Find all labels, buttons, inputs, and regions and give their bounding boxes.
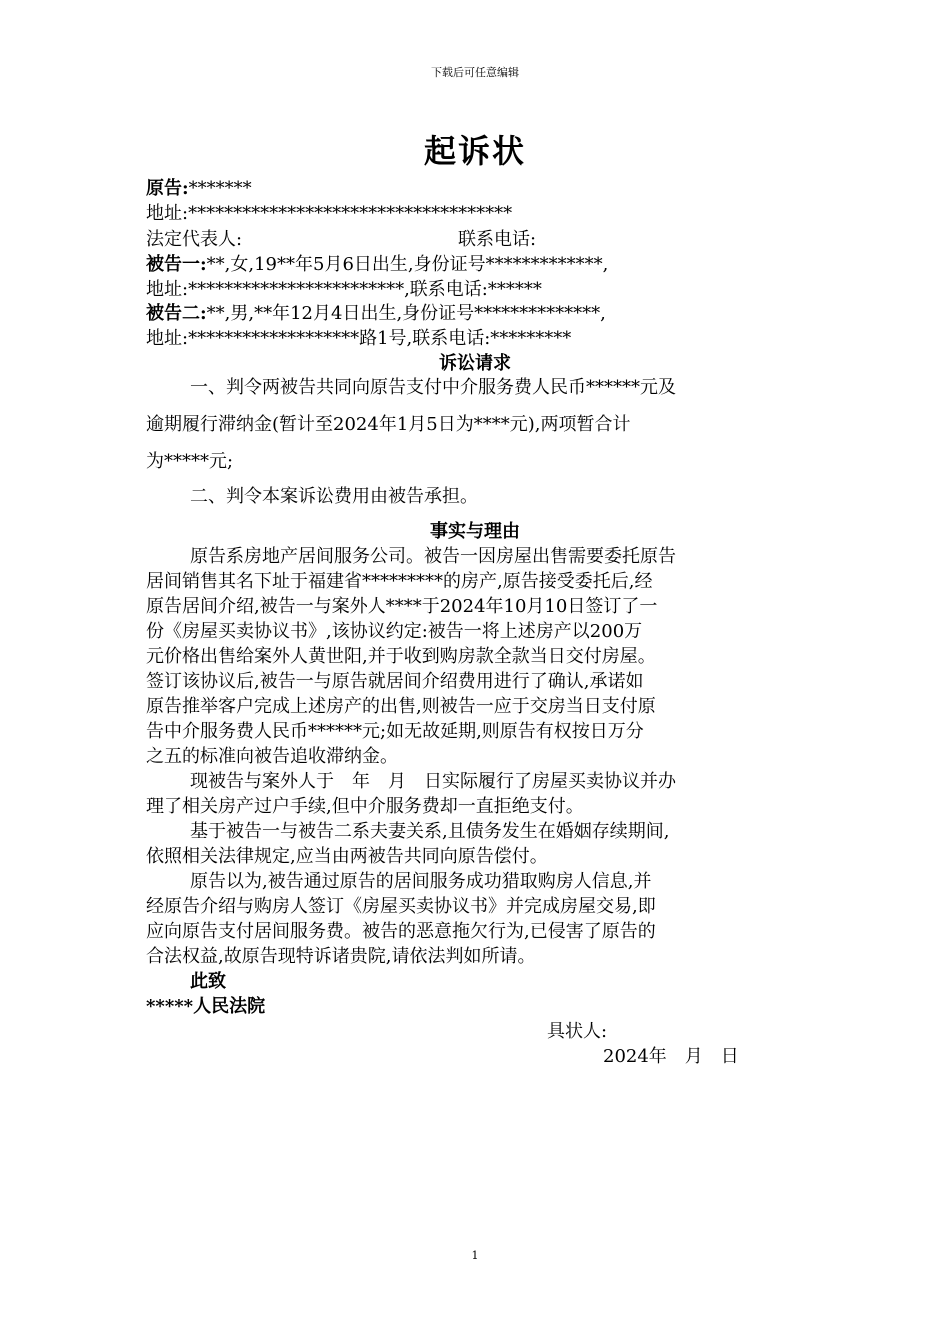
claims-line: 一、判令两被告共同向原告支付中介服务费人民币******元及 xyxy=(190,377,676,398)
court-name: *****人民法院 xyxy=(146,996,266,1017)
plaintiff-address: 地址:************************************ xyxy=(146,203,513,224)
page-number: 1 xyxy=(471,1249,479,1262)
signature-date: 2024年 月 日 xyxy=(603,1046,739,1067)
facts-line: 合法权益,故原告现特诉诸贵院,请依法判如所请。 xyxy=(146,946,536,967)
plaintiff-representative: 法定代表人: xyxy=(146,229,243,250)
facts-line: 经原告介绍与购房人签订《房屋买卖协议书》并完成房屋交易,即 xyxy=(146,896,656,917)
facts-line: 原告以为,被告通过原告的居间服务成功猎取购房人信息,并 xyxy=(190,871,652,892)
defendant2-line xyxy=(146,302,606,326)
salutation: 此致 xyxy=(190,971,226,992)
facts-line: 份《房屋买卖协议书》,该协议约定:被告一将上述房产以200万 xyxy=(146,621,643,642)
plaintiff-name: ******* xyxy=(188,178,252,199)
plaintiff-label: 原告: xyxy=(146,178,189,199)
defendant2-label: 被告二: xyxy=(146,303,207,324)
claims-heading: 诉讼请求 xyxy=(439,353,511,374)
facts-line: 之五的标准向被告追收滞纳金。 xyxy=(146,746,398,767)
defendant1-label: 被告一: xyxy=(146,254,207,275)
claims-line: 二、判令本案诉讼费用由被告承担。 xyxy=(190,486,478,507)
claims-line: 逾期履行滞纳金(暂计至2024年1月5日为****元),两项暂合计 xyxy=(146,414,631,435)
facts-line: 现被告与案外人于 年 月 日实际履行了房屋买卖协议并办 xyxy=(190,771,676,792)
facts-line: 原告居间介绍,被告一与案外人****于2024年10月10日签订了一 xyxy=(146,596,658,617)
facts-heading: 事实与理由 xyxy=(430,521,520,542)
defendant2-info: **,男,**年12月4日出生,身份证号**************, xyxy=(206,303,606,324)
plaintiff-line xyxy=(146,177,252,201)
facts-line: 告中介服务费人民币******元;如无故延期,则原告有权按日万分 xyxy=(146,721,644,742)
defendant1-address: 地址:************************,联系电话:****** xyxy=(146,279,542,300)
defendant1-info: **,女,19**年5月6日出生,身份证号*************, xyxy=(206,254,609,275)
claims-line: 为*****元; xyxy=(146,451,234,472)
facts-line: 应向原告支付居间服务费。被告的恶意拖欠行为,已侵害了原告的 xyxy=(146,921,656,942)
plaintiff-phone: 联系电话: xyxy=(458,229,537,250)
facts-line: 签订该协议后,被告一与原告就居间介绍费用进行了确认,承诺如 xyxy=(146,671,644,692)
facts-line: 原告系房地产居间服务公司。被告一因房屋出售需要委托原告 xyxy=(190,546,676,567)
facts-line: 理了相关房产过户手续,但中介服务费却一直拒绝支付。 xyxy=(146,796,584,817)
facts-line: 原告推举客户完成上述房产的出售,则被告一应于交房当日支付原 xyxy=(146,696,656,717)
signer-label: 具状人: xyxy=(547,1021,608,1042)
facts-line: 基于被告一与被告二系夫妻关系,且债务发生在婚姻存续期间, xyxy=(190,821,670,842)
document-title: 起诉状 xyxy=(423,132,526,170)
defendant1-line xyxy=(146,253,608,277)
defendant2-address: 地址:*******************路1号,联系电话:********* xyxy=(146,328,572,349)
facts-line: 居间销售其名下址于福建省*********的房产,原告接受委托后,经 xyxy=(146,571,653,592)
header-note: 下载后可任意编辑 xyxy=(431,66,519,79)
facts-line: 依照相关法律规定,应当由两被告共同向原告偿付。 xyxy=(146,846,548,867)
facts-line: 元价格出售给案外人黄世阳,并于收到购房款全款当日交付房屋。 xyxy=(146,646,656,667)
